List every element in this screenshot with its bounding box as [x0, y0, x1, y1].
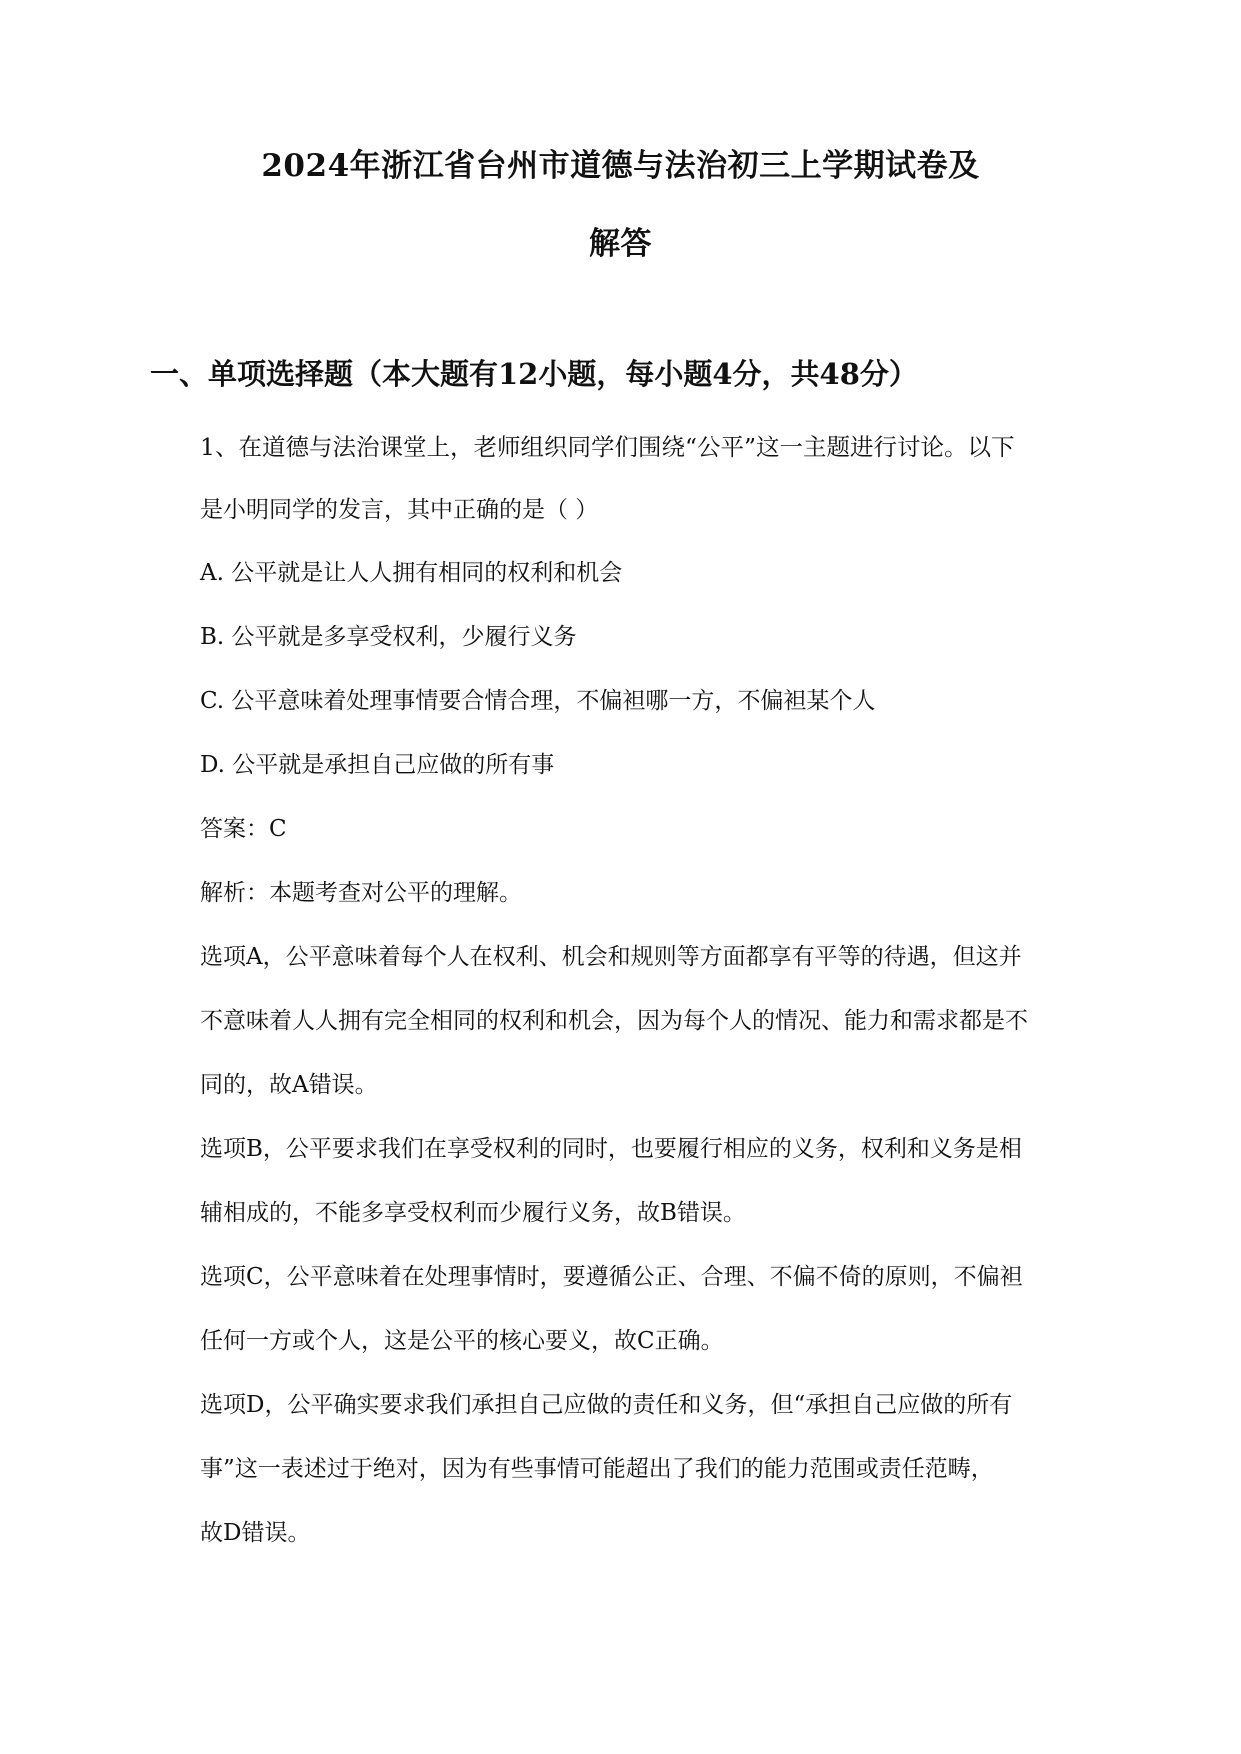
- analysis-line: 选项D，公平确实要求我们承担自己应做的责任和义务，但“承担自己应做的所有: [200, 1392, 1013, 1418]
- document-title-line-1: 2024年浙江省台州市道德与法治初三上学期试卷及: [261, 148, 980, 184]
- answer: 答案：C: [200, 816, 287, 842]
- question-stem-line-1: 1、在道德与法治课堂上，老师组织同学们围绕“公平”这一主题进行讨论。以下: [200, 433, 1015, 461]
- analysis-line: 不意味着人人拥有完全相同的权利和机会，因为每个人的情况、能力和需求都是不: [200, 1008, 1028, 1034]
- option-c: C. 公平意味着处理事情要合情合理，不偏袒哪一方，不偏袒某个人: [200, 688, 876, 714]
- analysis-line: 故D错误。: [200, 1520, 311, 1546]
- option-d: D. 公平就是承担自己应做的所有事: [200, 752, 555, 778]
- document-title-line-2: 解答: [589, 226, 652, 262]
- analysis-line: 选项C，公平意味着在处理事情时，要遵循公正、合理、不偏不倚的原则，不偏袒: [200, 1264, 1023, 1290]
- analysis-line: 选项A，公平意味着每个人在权利、机会和规则等方面都享有平等的待遇，但这并: [200, 944, 1022, 970]
- option-b: B. 公平就是多享受权利，少履行义务: [200, 624, 577, 650]
- option-a: A. 公平就是让人人拥有相同的权利和机会: [200, 560, 623, 586]
- analysis-line: 辅相成的，不能多享受权利而少履行义务，故B错误。: [200, 1200, 746, 1226]
- section-heading: 一、单项选择题（本大题有12小题，每小题4分，共48分）: [150, 357, 918, 391]
- analysis-line: 事”这一表述过于绝对，因为有些事情可能超出了我们的能力范围或责任范畴，: [200, 1456, 994, 1482]
- question-stem-line-2: 是小明同学的发言，其中正确的是（ ）: [200, 497, 599, 523]
- analysis-line: 任何一方或个人，这是公平的核心要义，故C正确。: [200, 1328, 724, 1354]
- analysis-line: 选项B，公平要求我们在享受权利的同时，也要履行相应的义务，权利和义务是相: [200, 1136, 1022, 1162]
- analysis-line: 同的，故A错误。: [200, 1072, 378, 1098]
- analysis-intro: 解析：本题考查对公平的理解。: [200, 880, 522, 906]
